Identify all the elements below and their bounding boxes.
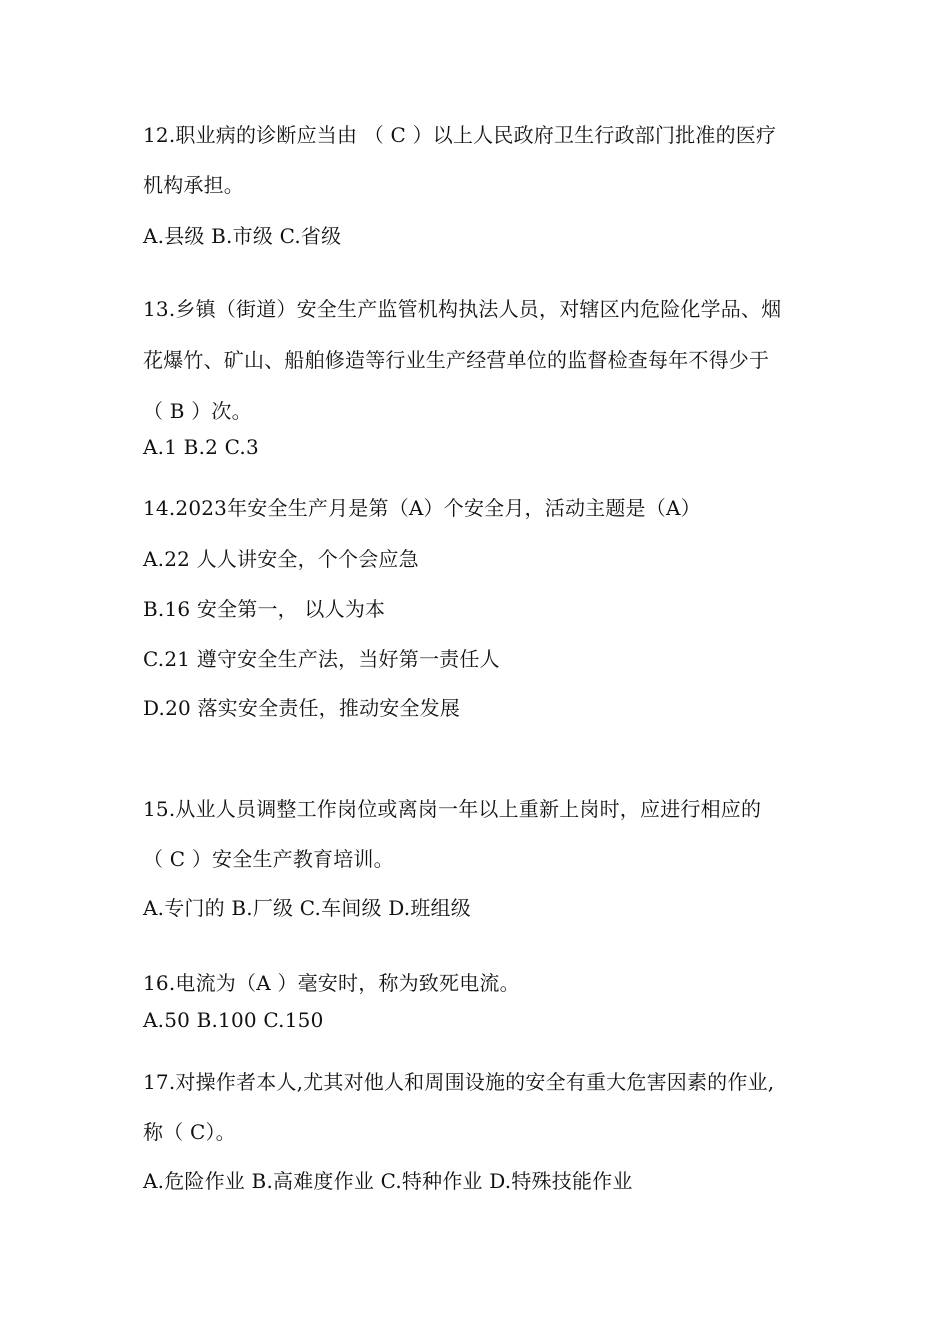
question-16-line-1: 16.电流为（A ）毫安时，称为致死电流。 [143, 971, 520, 995]
question-12-line-2: 机构承担。 [143, 173, 244, 197]
question-17-options: A.危险作业 B.高难度作业 C.特种作业 D.特殊技能作业 [143, 1169, 633, 1193]
question-14-option-b: B.16 安全第一， 以人为本 [143, 597, 386, 621]
question-13-options: A.1 B.2 C.3 [143, 435, 259, 459]
question-13-line-1: 13.乡镇（街道）安全生产监管机构执法人员，对辖区内危险化学品、烟 [143, 297, 782, 321]
question-13-line-2: 花爆竹、矿山、船舶修造等行业生产经营单位的监督检查每年不得少于 [143, 348, 770, 372]
question-15-line-2: （ C ）安全生产教育培训。 [143, 847, 394, 871]
question-16-options: A.50 B.100 C.150 [143, 1008, 324, 1032]
question-14-line-1: 14.2023年安全生产月是第（A）个安全月，活动主题是（A） [143, 496, 701, 520]
question-12-options: A.县级 B.市级 C.省级 [143, 224, 342, 248]
question-14-option-d: D.20 落实安全责任，推动安全发展 [143, 696, 461, 720]
question-17-line-1: 17.对操作者本人,尤其对他人和周围设施的安全有重大危害因素的作业, [143, 1070, 775, 1094]
question-13-line-3: （ B ）次。 [143, 399, 252, 423]
question-12-line-1: 12.职业病的诊断应当由 （ C ）以上人民政府卫生行政部门批准的医疗 [143, 123, 777, 147]
question-15-options: A.专门的 B.厂级 C.车间级 D.班组级 [143, 896, 471, 920]
question-17-line-2: 称（ C）。 [143, 1120, 236, 1144]
question-15-line-1: 15.从业人员调整工作岗位或离岗一年以上重新上岗时，应进行相应的 [143, 797, 762, 821]
question-14-option-a: A.22 人人讲安全，个个会应急 [143, 547, 419, 571]
question-14-option-c: C.21 遵守安全生产法，当好第一责任人 [143, 647, 500, 671]
